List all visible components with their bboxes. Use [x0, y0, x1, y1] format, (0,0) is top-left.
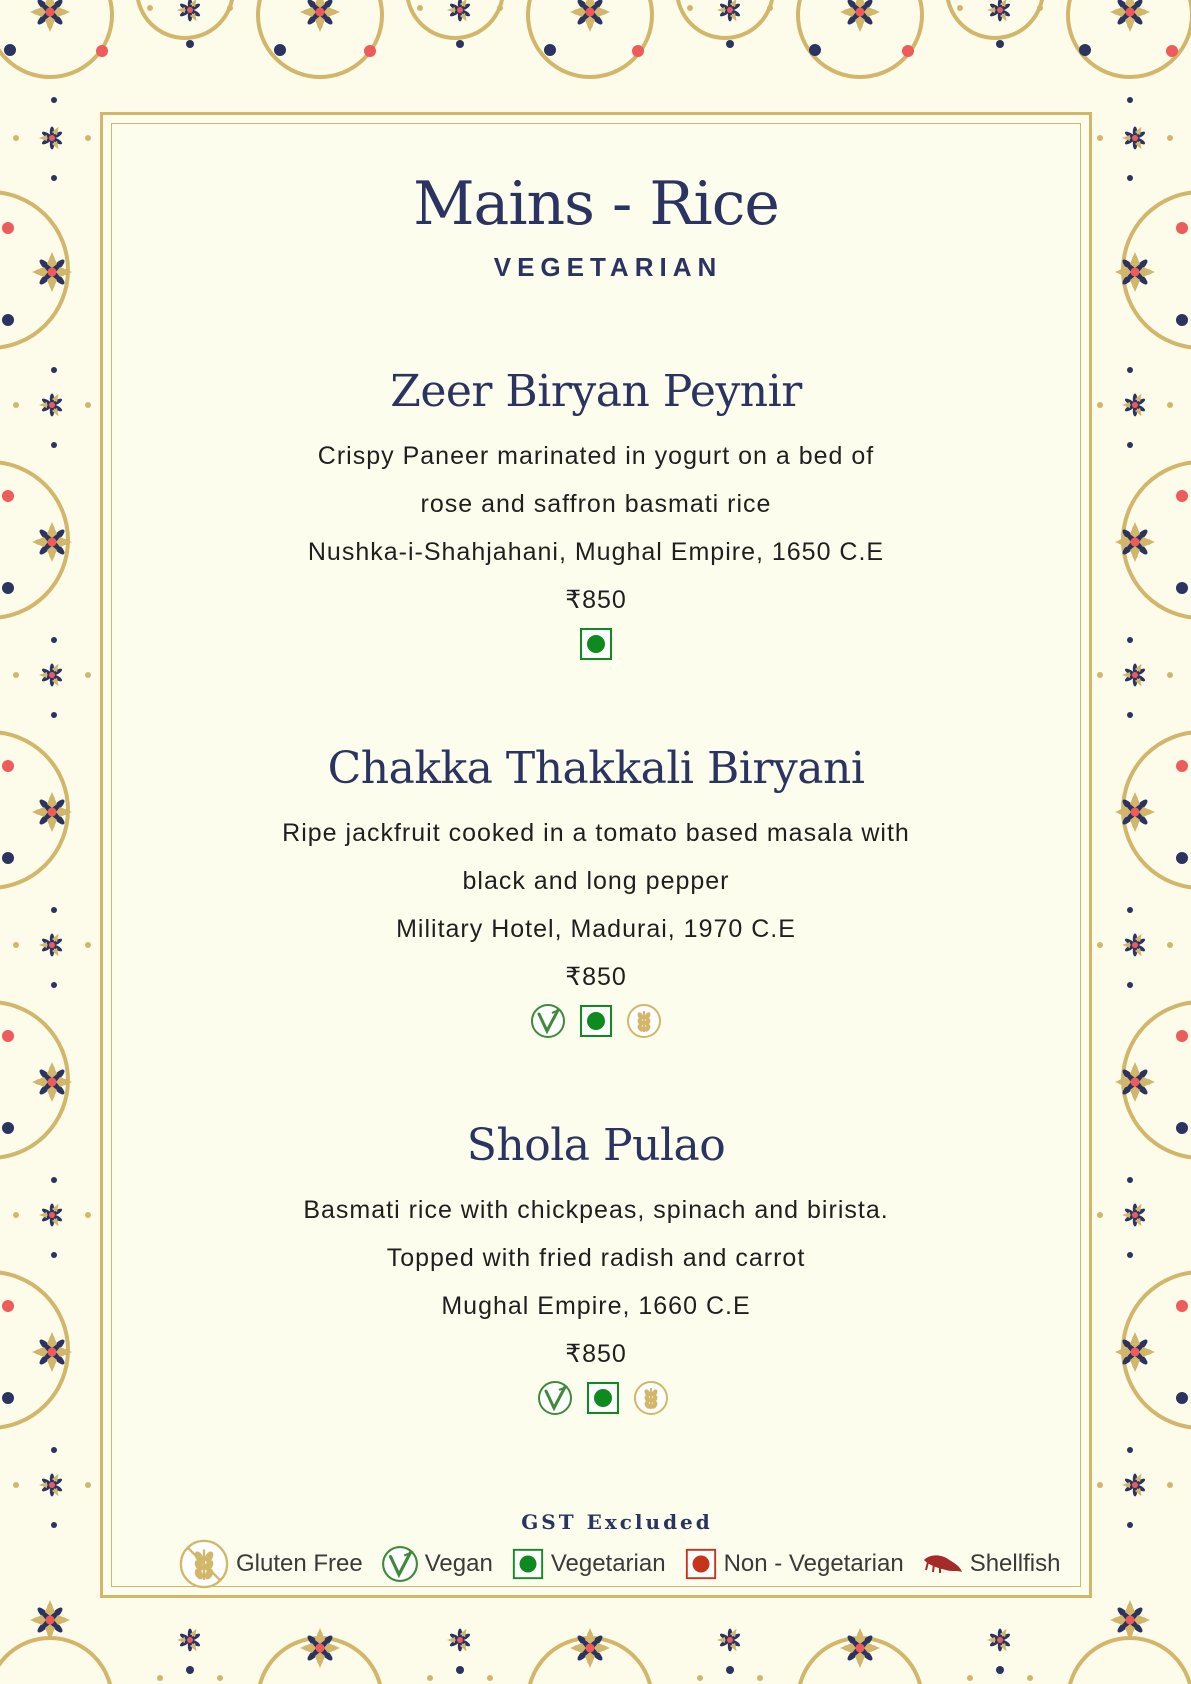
- dish-description-line: Basmati rice with chickpeas, spinach and birista.: [303, 1196, 889, 1224]
- dish-dietary-icons: [100, 624, 1092, 664]
- vegan-icon: [537, 1380, 573, 1416]
- vegan-icon: [381, 1545, 419, 1583]
- dish-origin: Military Hotel, Madurai, 1970 C.E: [396, 915, 796, 943]
- dish-item: [100, 1120, 1092, 1418]
- dish-description-line: black and long pepper: [462, 867, 730, 895]
- dish-name: Zeer Biryan Peynir: [390, 366, 802, 417]
- dish-item: [100, 743, 1092, 1041]
- dish-price: ₹850: [565, 963, 627, 991]
- dish-description-line: Ripe jackfruit cooked in a tomato based masala with: [282, 819, 910, 847]
- dish-name: Chakka Thakkali Biryani: [327, 743, 865, 794]
- dish-description-line: rose and saffron basmati rice: [420, 490, 772, 518]
- dish-price: ₹850: [565, 1340, 627, 1368]
- legend-label: Vegetarian: [550, 1550, 666, 1577]
- dish-description-line: Topped with fried radish and carrot: [386, 1244, 806, 1272]
- gluten-free-icon: [626, 1003, 662, 1039]
- page-title: Mains - Rice: [413, 169, 779, 239]
- dish-name: Shola Pulao: [466, 1120, 726, 1171]
- vegetarian-icon: [578, 626, 614, 662]
- vegetarian-icon: [511, 1547, 545, 1581]
- legend-label: Non - Vegetarian: [723, 1550, 904, 1577]
- legend-item-non-vegetarian: [684, 1547, 904, 1581]
- non-vegetarian-icon: [684, 1547, 718, 1581]
- gluten-free-icon: [178, 1538, 230, 1590]
- dish-origin: Nushka-i-Shahjahani, Mughal Empire, 1650 C.E: [307, 538, 885, 566]
- page-subtitle: VEGETARIAN: [493, 252, 723, 282]
- legend-item-gluten-free: [178, 1538, 363, 1590]
- legend-item-vegan: [381, 1545, 493, 1583]
- legend-item-vegetarian: [511, 1547, 666, 1581]
- vegetarian-icon: [578, 1003, 614, 1039]
- gluten-free-icon: [633, 1380, 669, 1416]
- shellfish-icon: [922, 1550, 964, 1578]
- gst-note: GST Excluded: [521, 1510, 713, 1534]
- dish-description-line: Crispy Paneer marinated in yogurt on a bed of: [317, 442, 875, 470]
- dietary-legend: [178, 1538, 1070, 1590]
- dish-dietary-icons: [114, 1378, 1092, 1418]
- legend-label: Gluten Free: [236, 1550, 363, 1577]
- dish-dietary-icons: [100, 1001, 1092, 1041]
- vegetarian-icon: [585, 1380, 621, 1416]
- legend-item-shellfish: [922, 1550, 1061, 1578]
- dish-item: [100, 366, 1092, 664]
- vegan-icon: [530, 1003, 566, 1039]
- dish-price: ₹850: [565, 586, 627, 614]
- legend-label: Vegan: [424, 1550, 493, 1577]
- dish-origin: Mughal Empire, 1660 C.E: [441, 1292, 751, 1320]
- menu-content: [100, 112, 1092, 1598]
- legend-label: Shellfish: [969, 1550, 1061, 1577]
